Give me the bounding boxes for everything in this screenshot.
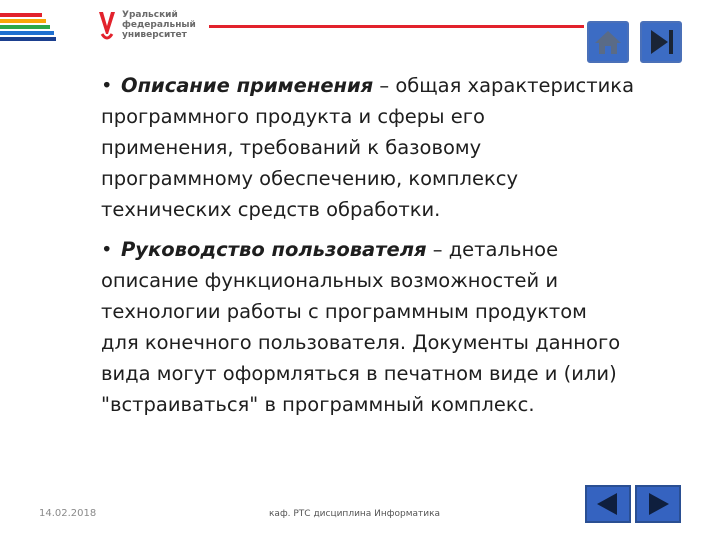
slide-header xyxy=(0,0,720,60)
university-logo-icon xyxy=(96,10,118,42)
item-text: вида могут оформляться в печатном виде и (или) xyxy=(101,362,617,385)
home-icon xyxy=(589,23,627,61)
item-text: – общая характеристика xyxy=(373,74,635,97)
next-slide-button[interactable] xyxy=(635,485,681,523)
item-text: программного продукта и сферы его xyxy=(101,105,485,128)
item-text: – детальное xyxy=(426,238,559,261)
footer-department: каф. РТС дисциплина Информатика xyxy=(269,509,441,519)
item-text: программному обеспечению, комплексу xyxy=(101,167,519,190)
logo-line-1: Уральский xyxy=(122,10,178,20)
previous-slide-button[interactable] xyxy=(585,485,631,523)
term-user-guide: Руководство пользователя xyxy=(121,238,427,261)
item-text: описание функциональных возможностей и xyxy=(101,269,559,292)
bullet-item-user-guide xyxy=(101,234,701,420)
university-name xyxy=(122,10,196,40)
logo-stripes xyxy=(0,13,56,45)
slide-date: 14.02.2018 xyxy=(39,508,97,519)
item-first-line xyxy=(101,74,634,97)
item-text: применения, требований к базовому xyxy=(101,136,482,159)
previous-arrow-icon xyxy=(587,487,629,521)
item-text: для конечного пользователя. Документы данного xyxy=(101,331,621,354)
home-button[interactable] xyxy=(587,21,629,63)
term-description: Описание применения xyxy=(121,74,374,97)
item-text: технических средств обработки. xyxy=(101,198,441,221)
last-slide-button[interactable] xyxy=(640,21,682,63)
item-text: технологии работы с программным продуктом xyxy=(101,300,587,323)
next-arrow-icon xyxy=(637,487,679,521)
last-slide-icon xyxy=(642,23,680,61)
logo-line-2: федеральный xyxy=(122,20,196,30)
logo-line-3: университет xyxy=(122,30,187,40)
header-divider-line xyxy=(209,25,584,28)
bullet-item-description xyxy=(101,70,701,225)
bullet-marker: • xyxy=(101,238,113,261)
bullet-marker: • xyxy=(101,74,113,97)
slide-body xyxy=(101,70,701,420)
item-first-line xyxy=(101,238,558,261)
item-text: "встраиваться" в программный комплекс. xyxy=(101,393,535,416)
